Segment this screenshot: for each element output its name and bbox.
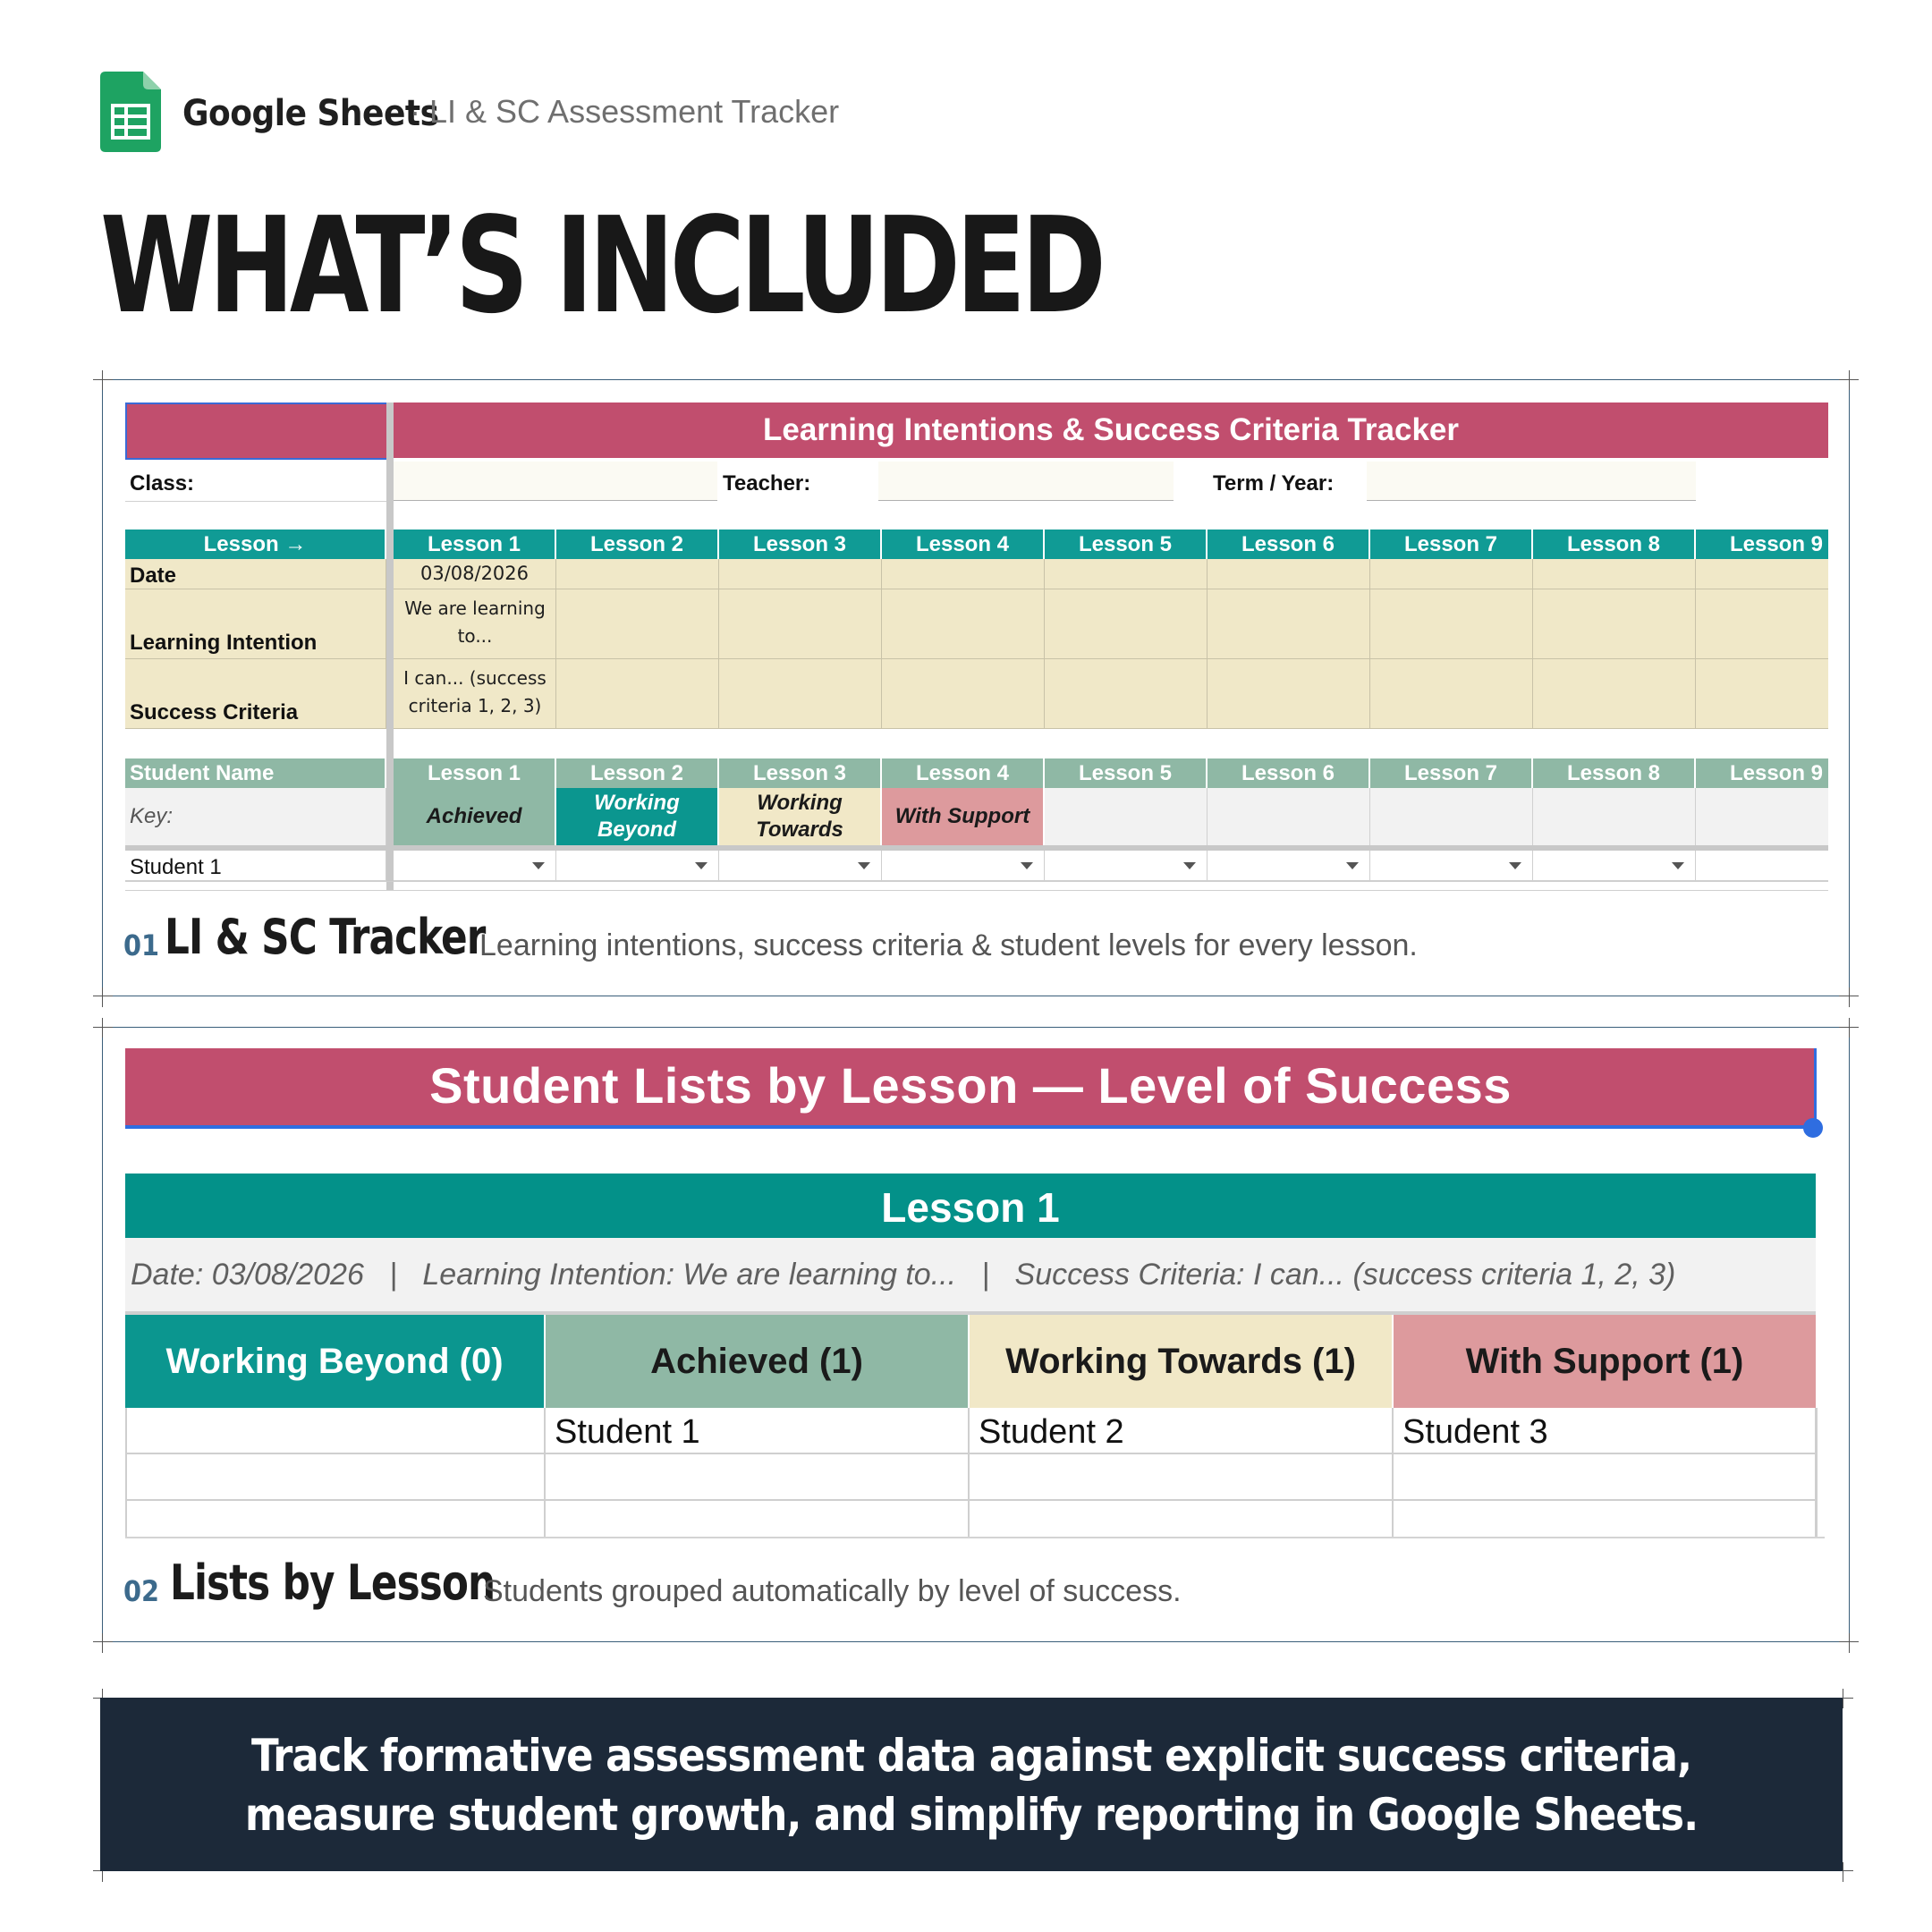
lists-title: Student Lists by Lesson — Level of Success	[429, 1057, 1512, 1114]
chevron-down-icon	[1346, 862, 1359, 869]
empty-cell[interactable]	[1370, 589, 1533, 659]
chevron-down-icon	[1509, 862, 1521, 869]
brand-name: Google Sheets	[182, 93, 439, 134]
sc-row-label-cell	[125, 659, 386, 729]
date-row-label-cell	[125, 559, 386, 589]
list-cell[interactable]	[1394, 1501, 1818, 1537]
empty-cell[interactable]	[1533, 659, 1696, 729]
level-dropdown[interactable]	[556, 851, 719, 881]
key-empty-cell	[1370, 788, 1533, 845]
list-cell[interactable]	[546, 1408, 970, 1454]
empty-cell[interactable]	[1533, 589, 1696, 659]
banner-line-1: Track formative assessment data against explicit success criteria,	[250, 1730, 1692, 1782]
term-year-input[interactable]	[1367, 462, 1696, 501]
frame-corner-mark	[102, 1633, 103, 1653]
section-number: 02	[123, 1574, 160, 1608]
key-working-towards-label: Working Towards	[756, 791, 843, 842]
level-dropdown[interactable]	[1370, 851, 1533, 881]
list-cell[interactable]	[125, 1454, 546, 1501]
student-lesson-header[interactable]: Lesson 8	[1533, 758, 1694, 788]
lesson-1-sc-text: I can... (success criteria 1, 2, 3)	[403, 667, 547, 716]
frame-corner-mark	[1849, 370, 1850, 390]
chevron-down-icon	[695, 862, 708, 869]
selected-cell[interactable]	[125, 402, 390, 460]
level-dropdown[interactable]	[394, 851, 556, 881]
empty-cell[interactable]	[882, 559, 1045, 589]
lesson-header[interactable]: Lesson 7	[1370, 530, 1531, 559]
sheet-bottom-edge	[125, 890, 1828, 891]
main-heading: WHAT’S INCLUDED	[100, 189, 1102, 343]
student-lesson-header[interactable]: Lesson 1	[394, 758, 555, 788]
lesson-header[interactable]: Lesson 9	[1696, 530, 1828, 559]
list-cell[interactable]	[125, 1501, 546, 1537]
empty-cell[interactable]	[1045, 559, 1208, 589]
level-dropdown[interactable]	[1533, 851, 1696, 881]
level-dropdown[interactable]	[1208, 851, 1370, 881]
student-name-cell[interactable]	[125, 851, 386, 881]
key-label-cell	[125, 788, 386, 845]
class-input[interactable]	[394, 462, 717, 501]
frame-corner-mark	[93, 1641, 113, 1642]
frame-corner-mark	[102, 370, 103, 390]
lesson-row-label: Lesson →	[125, 530, 385, 559]
student-entry: Student 2	[979, 1413, 1124, 1451]
lesson-details: Date: 03/08/2026 | Learning Intention: We are learning to... | Success Criteria: I can... (success criteria 1, 2, 3)	[131, 1258, 1676, 1292]
key-working-beyond	[556, 788, 717, 845]
lesson-1-date-cell[interactable]: 03/08/2026	[394, 559, 556, 589]
empty-cell[interactable]	[556, 559, 719, 589]
section-title: LI & SC Tracker	[165, 909, 486, 965]
list-cell[interactable]	[125, 1408, 546, 1454]
lesson-header[interactable]: Lesson 6	[1208, 530, 1368, 559]
lesson-header[interactable]: Lesson 4	[882, 530, 1043, 559]
list-cell[interactable]	[546, 1454, 970, 1501]
empty-cell[interactable]	[1696, 559, 1828, 589]
key-label: Key:	[130, 804, 174, 828]
lesson-header[interactable]: Lesson 5	[1045, 530, 1206, 559]
lesson-band: Lesson 1	[125, 1174, 1816, 1238]
student-lesson-header[interactable]: Lesson 4	[882, 758, 1043, 788]
column-with-support: With Support (1)	[1394, 1315, 1816, 1408]
empty-cell[interactable]	[556, 589, 719, 659]
empty-cell[interactable]	[882, 589, 1045, 659]
sheet-bottom-edge	[125, 1537, 1825, 1538]
chevron-down-icon	[1183, 862, 1196, 869]
frame-corner-mark	[102, 1018, 103, 1038]
lesson-header[interactable]: Lesson 3	[719, 530, 880, 559]
key-with-support-label: With Support	[894, 804, 1030, 828]
key-achieved-label: Achieved	[426, 804, 522, 828]
level-dropdown[interactable]	[1696, 851, 1828, 881]
empty-cell[interactable]	[1370, 659, 1533, 729]
empty-cell[interactable]	[882, 659, 1045, 729]
key-achieved	[394, 788, 555, 845]
student-lesson-header[interactable]: Lesson 2	[556, 758, 717, 788]
brand-subtitle: · LI & SC Assessment Tracker	[410, 93, 840, 130]
lesson-1-li-cell[interactable]	[394, 589, 556, 659]
key-empty-cell	[1696, 788, 1828, 845]
lesson-1-li-text: We are learning to...	[404, 597, 546, 647]
list-cell[interactable]	[970, 1454, 1394, 1501]
empty-cell[interactable]	[1208, 659, 1370, 729]
key-empty-cell	[1533, 788, 1696, 845]
section-description: Students grouped automatically by level of success.	[483, 1574, 1182, 1608]
teacher-label: Teacher:	[723, 471, 811, 496]
teacher-input[interactable]	[878, 462, 1174, 501]
column-working-towards: Working Towards (1)	[970, 1315, 1392, 1408]
student-name: Student 1	[130, 855, 222, 879]
lesson-1-sc-cell[interactable]	[394, 659, 556, 729]
list-cell[interactable]	[970, 1501, 1394, 1537]
chevron-down-icon	[1672, 862, 1684, 869]
chevron-down-icon	[1021, 862, 1033, 869]
frame-corner-mark	[1849, 1633, 1850, 1653]
empty-cell[interactable]	[1045, 659, 1208, 729]
google-sheets-icon	[100, 72, 161, 152]
lesson-header[interactable]: Lesson 2	[556, 530, 717, 559]
empty-cell[interactable]	[1370, 559, 1533, 589]
key-working-towards	[719, 788, 880, 845]
student-entry: Student 1	[555, 1413, 700, 1451]
empty-cell[interactable]	[719, 559, 882, 589]
empty-cell[interactable]	[1045, 589, 1208, 659]
column-working-beyond: Working Beyond (0)	[125, 1315, 544, 1408]
empty-cell[interactable]	[719, 659, 882, 729]
key-empty-cell	[1045, 788, 1208, 845]
empty-cell[interactable]	[1533, 559, 1696, 589]
key-working-beyond-label: Working Beyond	[594, 791, 680, 842]
student-lesson-header[interactable]: Lesson 9	[1696, 758, 1828, 788]
student-name-header: Student Name	[125, 758, 385, 788]
list-cell[interactable]	[1394, 1454, 1818, 1501]
frame-corner-mark	[93, 1027, 113, 1028]
lesson-header[interactable]: Lesson 1	[394, 530, 555, 559]
chevron-down-icon	[532, 862, 545, 869]
section-title: Lists by Lesson	[170, 1555, 496, 1611]
selection-border	[1814, 1048, 1817, 1129]
summary-banner	[100, 1698, 1843, 1871]
frame-corner-mark	[1849, 987, 1850, 1007]
lesson-header[interactable]: Lesson 8	[1533, 530, 1694, 559]
key-with-support	[882, 788, 1043, 845]
student-lesson-header[interactable]: Lesson 5	[1045, 758, 1206, 788]
sc-row-label: Success Criteria	[130, 700, 299, 724]
level-dropdown[interactable]	[1045, 851, 1208, 881]
list-cell[interactable]	[1394, 1408, 1818, 1454]
lesson-details-band	[125, 1238, 1816, 1311]
student-entry: Student 3	[1402, 1413, 1548, 1451]
frame-corner-mark	[102, 987, 103, 1007]
li-row-label: Learning Intention	[130, 631, 318, 655]
list-cell[interactable]	[546, 1501, 970, 1537]
empty-cell[interactable]	[1208, 589, 1370, 659]
student-lesson-header[interactable]: Lesson 7	[1370, 758, 1531, 788]
section-description: Learning intentions, success criteria & student levels for every lesson.	[479, 928, 1418, 962]
frozen-column-divider	[386, 402, 394, 891]
date-row-label: Date	[130, 564, 177, 588]
level-dropdown[interactable]	[882, 851, 1045, 881]
frame-corner-mark	[93, 379, 113, 380]
banner-line-2: measure student growth, and simplify reporting in Google Sheets.	[244, 1789, 1699, 1841]
lists-sheet-screenshot	[125, 1048, 1825, 1538]
tracker-title: Learning Intentions & Success Criteria Tracker	[762, 412, 1460, 447]
term-year-label: Term / Year:	[1213, 471, 1335, 496]
student-lesson-header[interactable]: Lesson 6	[1208, 758, 1368, 788]
empty-cell[interactable]	[719, 589, 882, 659]
selection-border	[125, 1125, 1816, 1129]
list-cell[interactable]	[970, 1408, 1394, 1454]
column-achieved: Achieved (1)	[546, 1315, 968, 1408]
chevron-down-icon	[858, 862, 870, 869]
tracker-sheet-screenshot	[125, 402, 1828, 891]
selection-handle[interactable]	[1803, 1118, 1823, 1138]
empty-cell[interactable]	[1208, 559, 1370, 589]
student-lesson-header[interactable]: Lesson 3	[719, 758, 880, 788]
empty-cell[interactable]	[1696, 589, 1828, 659]
frame-corner-mark	[1849, 1018, 1850, 1038]
section-number: 01	[123, 928, 160, 962]
level-dropdown[interactable]	[719, 851, 882, 881]
key-empty-cell	[1208, 788, 1370, 845]
empty-cell[interactable]	[556, 659, 719, 729]
li-row-label-cell	[125, 589, 386, 659]
empty-cell[interactable]	[1696, 659, 1828, 729]
gridline	[125, 501, 386, 502]
class-label: Class:	[130, 471, 195, 496]
